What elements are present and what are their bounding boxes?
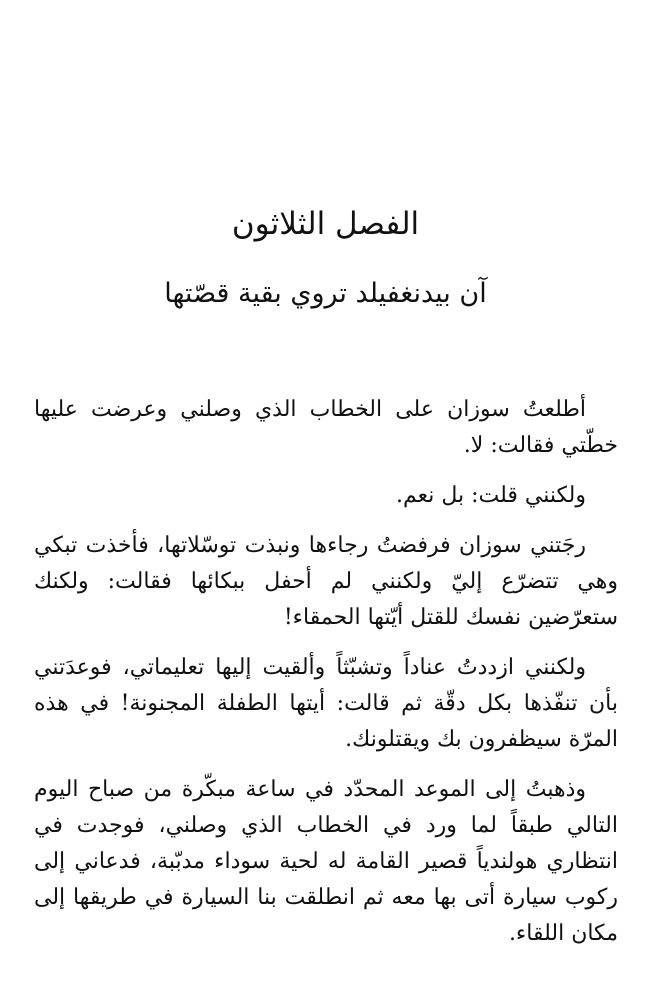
paragraph: وذهبتُ إلى الموعد المحدّد في ساعة مبكّرة من صباح اليوم التالي طبقاً لما ورد في الخطاب الذي وصلني، فوجدت في انتظاري هولندياً قصير القامة له لحية سوداء مدبّبة، فدعاني إلى ركوب سيارة أتى بها معه ثم انطلقت بنا السيارة في طريقها إلى مكان اللقاء. <box>34 777 618 946</box>
paragraph: ولكنني قلت: بل نعم. <box>395 483 586 508</box>
paragraph: ولكنني ازددتُ عناداً وتشبّثاً وألقيت إليها تعليماتي، فوعدَتني بأن تنفّذها بكل دقّة ثم قالت: أيتها الطفلة المجنونة! في هذه المرّة سيظفرون بك ويقتلونك. <box>34 655 618 752</box>
chapter-body <box>34 392 618 966</box>
chapter-title: الفصل الثلاثون <box>231 206 420 242</box>
paragraph: أطلعتُ سوزان على الخطاب الذي وصلني وعرضت عليها خطّتي فقالت: لا. <box>34 397 618 458</box>
chapter-subtitle: آن بيدنغفيلد تروي بقية قصّتها <box>164 278 487 309</box>
paragraph: رجَتني سوزان فرفضتُ رجاءها ونبذت توسّلاتها، فأخذت تبكي وهي تتضرّع إليّ ولكنني لم أحفل ببكائها فقالت: ولكنك ستعرّضين نفسك للقتل أيّتها الحمقاء! <box>34 533 618 630</box>
